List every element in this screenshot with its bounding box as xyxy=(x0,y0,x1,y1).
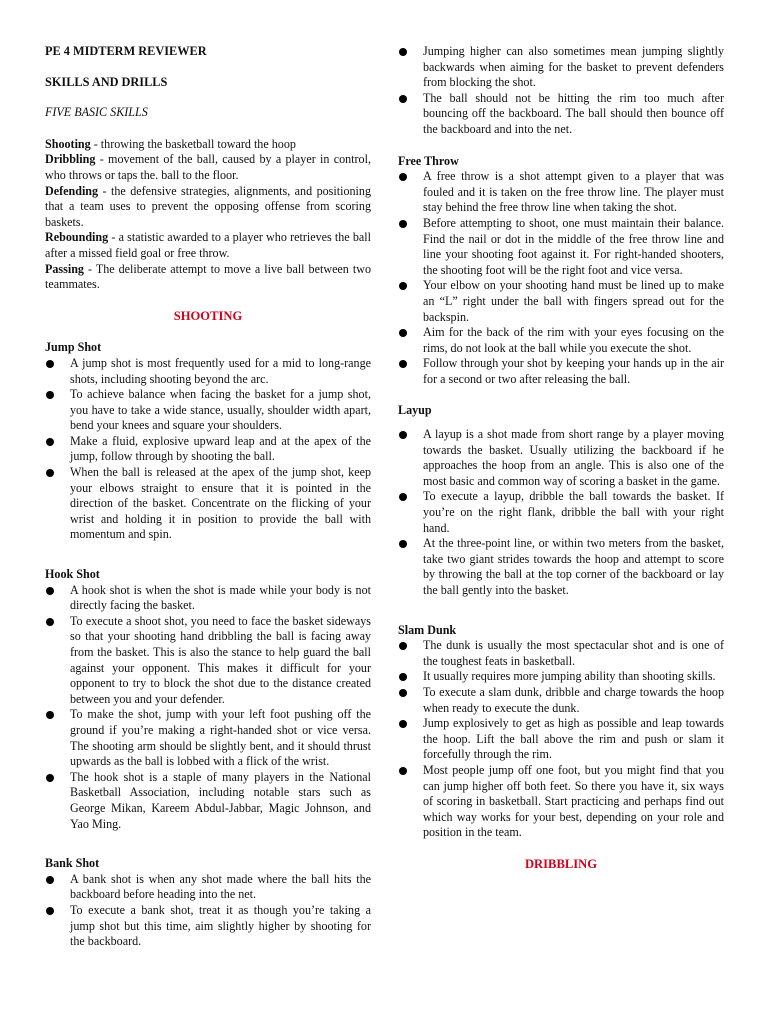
bullet-icon xyxy=(46,774,54,782)
bullet-icon xyxy=(46,876,54,884)
bank-shot-list-continued xyxy=(398,44,724,138)
bullet-icon xyxy=(399,642,407,650)
bullet-icon xyxy=(46,469,54,477)
bullet-icon xyxy=(399,431,407,439)
list-item: It usually requires more jumping ability than shooting skills. xyxy=(398,669,724,685)
list-item: The hook shot is a staple of many players in the National Basketball Association, including notable stars such as George Mikan, Kareem Abdul-Jabbar, Magic Johnson, and Yao Ming. xyxy=(45,770,371,832)
list-item: A jump shot is most frequently used for a mid to long-range shots, including shooting beyond the arc. xyxy=(45,356,371,387)
list-item: To execute a bank shot, treat it as though you’re taking a jump shot but this time, aim slightly higher by shooting for the backboard. xyxy=(45,903,371,950)
list-item: When the ball is released at the apex of the jump shot, keep your elbows straight to ensure that it is pointed in the direction of the basket. Concentrate on the flicking of your wrist and holding it in position to provide the ball with momentum and spin. xyxy=(45,465,371,543)
list-item: The ball should not be hitting the rim too much after bouncing off the backboard. The ball should then bounce off the backboard and into the net. xyxy=(398,91,724,138)
hook-shot-list xyxy=(45,583,371,833)
definition-item: Defending - the defensive strategies, alignments, and positioning that a team uses to prevent the opposing offense from scoring baskets. xyxy=(45,183,371,229)
bullet-icon xyxy=(46,438,54,446)
bullet-icon xyxy=(46,587,54,595)
dribbling-heading: DRIBBLING xyxy=(524,856,598,871)
free-throw-list xyxy=(398,169,724,387)
definitions-list xyxy=(45,137,371,293)
definition-item: Rebounding - a statistic awarded to a player who retrieves the ball after a missed field goal or free throw. xyxy=(45,230,371,260)
list-item: A free throw is a shot attempt given to a player that was fouled and it is taken on the free throw line. The player must stay behind the free throw line when taking the shot. xyxy=(398,169,724,216)
hook-shot-heading: Hook Shot xyxy=(45,567,100,582)
list-item: Aim for the back of the rim with your eyes focusing on the rims, do not look at the ball while you execute the shot. xyxy=(398,325,724,356)
slam-dunk-list xyxy=(398,638,724,841)
bullet-icon xyxy=(399,689,407,697)
list-item: A layup is a shot made from short range by a player moving towards the basket. Usually utilizing the backboard if he approaches the hoop from an angle. This is also one of the most basic and common way of scoring a basket in the game. xyxy=(398,427,724,489)
bullet-icon xyxy=(46,618,54,626)
list-item: Follow through your shot by keeping your hands up in the air for a second or two after releasing the ball. xyxy=(398,356,724,387)
subsection-title: FIVE BASIC SKILLS xyxy=(45,105,148,120)
bullet-icon xyxy=(399,767,407,775)
bullet-icon xyxy=(46,907,54,915)
bullet-icon xyxy=(399,360,407,368)
bullet-icon xyxy=(399,329,407,337)
bullet-icon xyxy=(399,173,407,181)
bullet-icon xyxy=(46,360,54,368)
right-column xyxy=(398,44,724,873)
bullet-icon xyxy=(399,540,407,548)
shooting-heading: SHOOTING xyxy=(173,308,243,323)
bullet-icon xyxy=(399,95,407,103)
document-title: PE 4 MIDTERM REVIEWER xyxy=(45,44,207,58)
bullet-icon xyxy=(399,220,407,228)
slam-dunk-heading: Slam Dunk xyxy=(398,622,457,637)
layup-heading: Layup xyxy=(398,403,432,418)
definition-item: Dribbling - movement of the ball, caused by a player in control, who throws or taps the. ball to the floor. xyxy=(45,152,371,182)
list-item: To make the shot, jump with your left foot pushing off the ground if you’re making a right-handed shot or vice versa. The shooting arm should be slightly bent, and it should thrust upwards as the ball is lobbed with a flick of the wrist. xyxy=(45,707,371,769)
list-item: To execute a layup, dribble the ball towards the basket. If you’re on the right flank, dribble the ball with your right hand. xyxy=(398,489,724,536)
bank-shot-heading: Bank Shot xyxy=(45,856,100,871)
definition-item: Shooting - throwing the basketball toward the hoop xyxy=(45,136,296,151)
list-item: At the three-point line, or within two meters from the basket, take two giant strides towards the hoop and attempt to score by throwing the ball at the top corner of the backboard or lay the ball gently into the basket. xyxy=(398,536,724,598)
list-item: Most people jump off one foot, but you might find that you can jump higher off both feet. So there you have it, six ways of scoring in basketball. Start practicing and perhaps find out which way works for your best, depending on your role and position in the team. xyxy=(398,763,724,841)
list-item: A bank shot is when any shot made where the ball hits the backboard before heading into the net. xyxy=(45,872,371,903)
bullet-icon xyxy=(46,711,54,719)
left-column xyxy=(45,44,371,950)
list-item: Jump explosively to get as high as possible and leap towards the hoop. Lift the ball above the rim and push or slam it forcefully through the rim. xyxy=(398,716,724,763)
bank-shot-list xyxy=(45,872,371,950)
list-item: To achieve balance when facing the basket for a jump shot, you have to take a wide stance, usually, shoulder width apart, bend your knees and square your shoulders. xyxy=(45,387,371,434)
bullet-icon xyxy=(399,673,407,681)
list-item: Make a fluid, explosive upward leap and at the apex of the jump, follow through by shooting the ball. xyxy=(45,434,371,465)
layup-list xyxy=(398,427,724,599)
list-item: To execute a shoot shot, you need to face the basket sideways so that your shooting hand dribbling the ball is facing away from the basket. This is also the stance to help guard the ball against your opponent. This makes it difficult for your opponent to try to block the shot due to the distance created between you and your defender. xyxy=(45,614,371,708)
list-item: A hook shot is when the shot is made while your body is not directly facing the basket. xyxy=(45,583,371,614)
bullet-icon xyxy=(399,493,407,501)
list-item: Your elbow on your shooting hand must be lined up to make an “L” right under the ball with fingers spread out for the backspin. xyxy=(398,278,724,325)
bullet-icon xyxy=(399,48,407,56)
section-title: SKILLS AND DRILLS xyxy=(45,74,168,89)
jump-shot-list xyxy=(45,356,371,543)
free-throw-heading: Free Throw xyxy=(398,153,459,168)
list-item: Before attempting to shoot, one must maintain their balance. Find the nail or dot in the middle of the free throw line and line your shooting foot against it. For right-handed shooters, the shooting foot will be the right foot and vice versa. xyxy=(398,216,724,278)
bullet-icon xyxy=(399,720,407,728)
list-item: Jumping higher can also sometimes mean jumping slightly backwards when aiming for the basket to prevent defenders from blocking the shot. xyxy=(398,44,724,91)
list-item: The dunk is usually the most spectacular shot and is one of the toughest feats in basketball. xyxy=(398,638,724,669)
definition-item: Passing - The deliberate attempt to move a live ball between two teammates. xyxy=(45,261,371,292)
list-item: To execute a slam dunk, dribble and charge towards the hoop when ready to execute the dunk. xyxy=(398,685,724,716)
bullet-icon xyxy=(46,391,54,399)
jump-shot-heading: Jump Shot xyxy=(45,340,102,355)
bullet-icon xyxy=(399,282,407,290)
